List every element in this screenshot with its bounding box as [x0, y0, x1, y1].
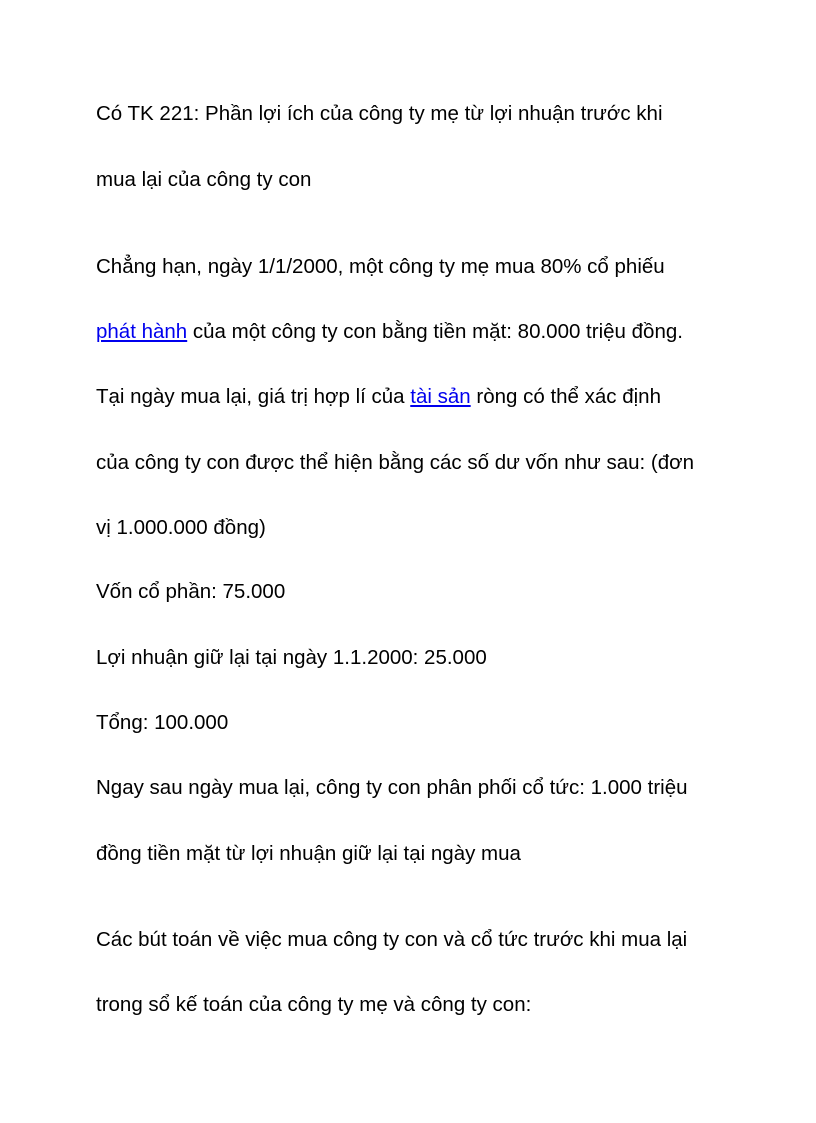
- paragraph-line: đồng tiền mặt từ lợi nhuận giữ lại tại ngày mua: [96, 842, 521, 865]
- link-phat-hanh[interactable]: phát hành: [96, 320, 188, 343]
- item-loi-nhuan-giu-lai: Lợi nhuận giữ lại tại ngày 1.1.2000: 25.000: [96, 646, 487, 669]
- paragraph-line: trong sổ kế toán của công ty mẹ và công ty con:: [96, 993, 532, 1016]
- item-von-co-phan: Vốn cổ phần: 75.000: [96, 580, 286, 603]
- paragraph-line: Ngay sau ngày mua lại, công ty con phân phối cổ tức: 1.000 triệu: [96, 776, 688, 799]
- paragraph-line: mua lại của công ty con: [96, 168, 312, 191]
- paragraph-line: [96, 319, 683, 345]
- paragraph-line: Chẳng hạn, ngày 1/1/2000, một công ty mẹ mua 80% cổ phiếu: [96, 255, 665, 278]
- item-tong: Tổng: 100.000: [96, 711, 229, 734]
- paragraph-line: của công ty con được thể hiện bằng các số dư vốn như sau: (đơn: [96, 451, 694, 474]
- paragraph-text: ròng có thể xác định: [470, 385, 661, 408]
- paragraph-line: [96, 384, 661, 410]
- paragraph-line: Các bút toán về việc mua công ty con và cổ tức trước khi mua lại: [96, 928, 688, 951]
- paragraph-line: vị 1.000.000 đồng): [96, 516, 266, 539]
- paragraph-text: Tại ngày mua lại, giá trị hợp lí của: [96, 385, 411, 408]
- paragraph-text: của một công ty con bằng tiền mặt: 80.000 triệu đồng.: [187, 320, 683, 343]
- link-tai-san[interactable]: tài sản: [410, 385, 471, 408]
- paragraph-line: Có TK 221: Phần lợi ích của công ty mẹ từ lợi nhuận trước khi: [96, 102, 663, 125]
